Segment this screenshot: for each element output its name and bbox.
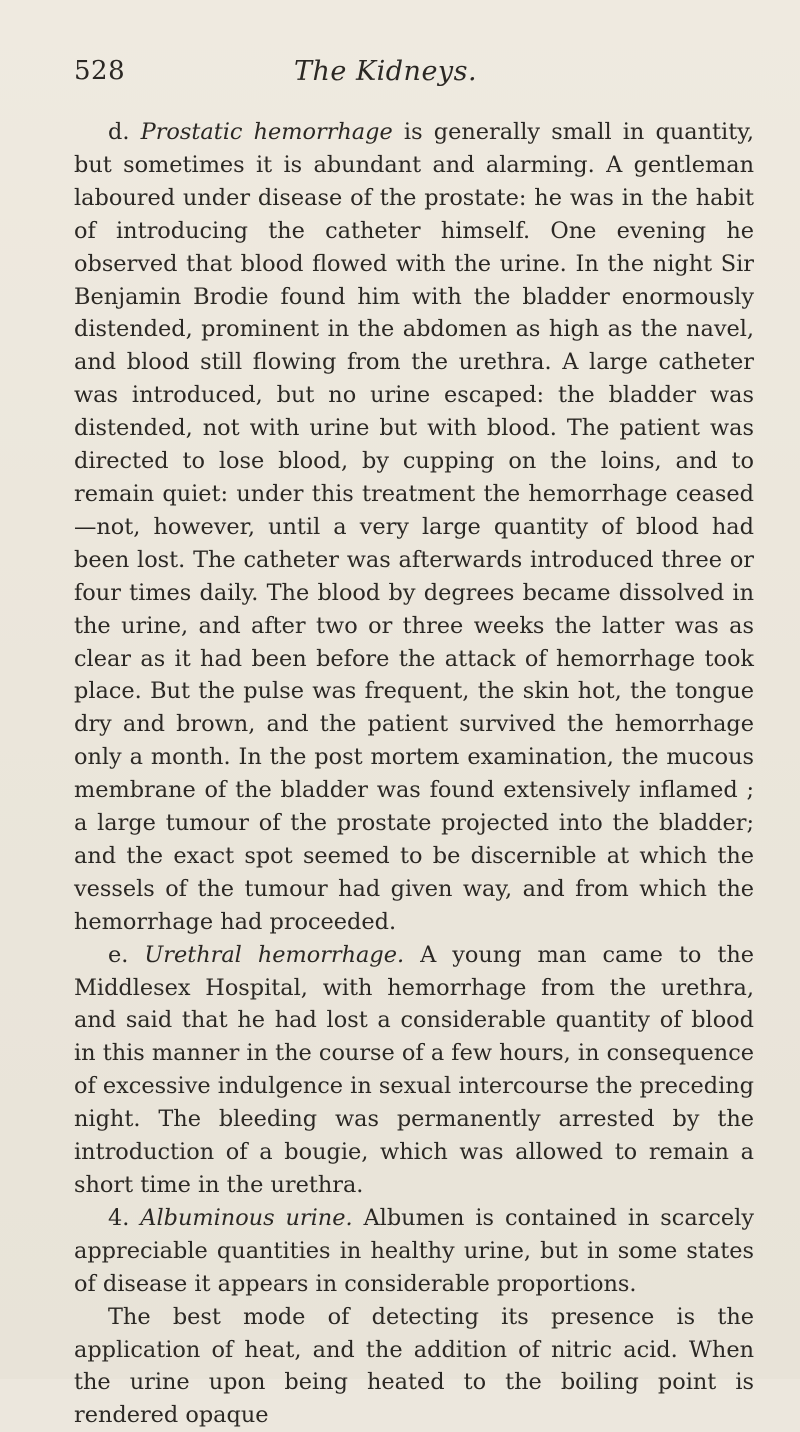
body-text — [74, 116, 754, 1432]
section-heading: Urethral hemorrhage. — [144, 941, 405, 968]
paragraph-text: The best mode of detecting its presence is the application of heat, and the addition of nitric acid. When the urine upon being heated to the boiling point is rendered opaque — [74, 1303, 754, 1429]
page-number: 528 — [74, 56, 126, 86]
section-heading: Albuminous urine. — [140, 1204, 353, 1231]
section-label: d. — [108, 119, 130, 145]
paragraph-urethral-hemorrhage — [74, 939, 754, 1202]
paragraph-text: is generally small in quantity, but sometimes it is abundant and alarming. A gentleman laboured under disease of the prostate: he was in the habit of introducing the catheter himself. One evening he observed that blood flowed with the urine. In the night Sir Benjamin Brodie found him with the bladder enormously distended, prominent in the abdomen as high as the navel, and blood still flowing from the urethra. A large catheter was introduced, but no urine escaped: the bladder was distended, not with urine but with blood. The patient was directed to lose blood, by cupping on the loins, and to remain quiet: under this treatment the hemorrhage ceased—not, however, until a very large quantity of blood had been lost. The catheter was afterwards introduced three or four times daily. The blood by degrees became dissolved in the urine, and after two or three weeks the latter was as clear as it had been before the attack of hemorrhage took place. But the pulse was frequent, the skin hot, the tongue dry and brown, and the patient survived the hemorrhage only a month. In the post mortem examination, the mucous membrane of the bladder was found extensively inflamed ; a large tumour of the prostate projected into the bladder; and the exact spot seemed to be discernible at which the vessels of the tumour had given way, and from which the hemorrhage had proceeded. — [74, 119, 755, 935]
section-heading: Prostatic hemorrhage — [140, 119, 393, 145]
running-title: The Kidneys. — [294, 56, 478, 87]
paragraph-text: A young man came to the Middlesex Hospital, with hemorrhage from the urethra, and said that he had lost a considerable quantity of blood in this manner in the course of a few hours, in consequence of excessive indulgence in sexual intercourse the preceding night. The bleeding was permanently arrested by the introduction of a bougie, which was allowed to remain a short time in the urethra. — [74, 941, 755, 1198]
paragraph-detection-method — [74, 1301, 754, 1432]
paragraph-prostatic-hemorrhage — [74, 116, 754, 939]
paragraph-albuminous-urine — [74, 1202, 754, 1301]
section-label: e. — [108, 941, 129, 968]
running-head — [74, 56, 758, 96]
section-label: 4. — [108, 1204, 130, 1231]
paragraph-text: Albumen is contained in scarcely appreciable quantities in healthy urine, but in some states of disease it appears in considerable proportions. — [74, 1204, 754, 1297]
